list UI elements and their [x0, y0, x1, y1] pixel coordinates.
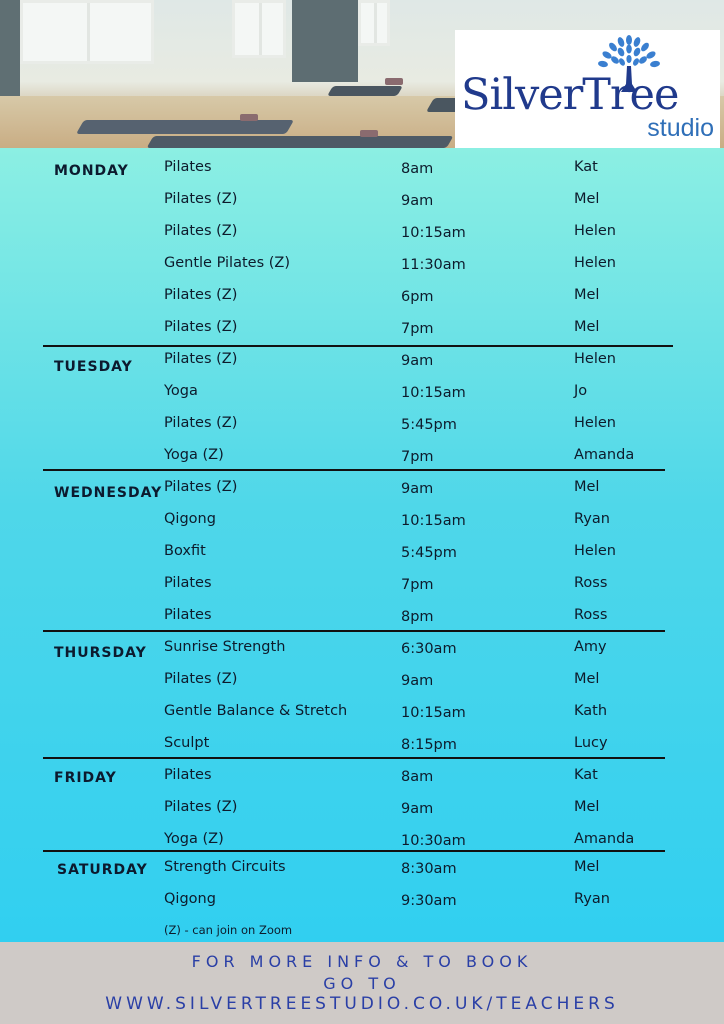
class-name: Pilates — [164, 159, 212, 175]
class-time: 9am — [401, 673, 434, 689]
class-time: 5:45pm — [401, 417, 457, 433]
class-row — [0, 607, 724, 639]
class-teacher: Mel — [574, 191, 600, 207]
class-teacher: Mel — [574, 319, 600, 335]
class-row — [0, 287, 724, 319]
class-row — [0, 859, 724, 891]
class-teacher: Mel — [574, 287, 600, 303]
class-teacher: Mel — [574, 671, 600, 687]
class-name: Pilates (Z) — [164, 479, 238, 495]
class-time: 7pm — [401, 449, 434, 465]
class-row — [0, 671, 724, 703]
class-time: 8am — [401, 769, 434, 785]
day-label: SATURDAY — [57, 862, 148, 878]
day-divider — [43, 469, 665, 471]
class-row — [0, 383, 724, 415]
timetable — [0, 148, 724, 942]
class-row — [0, 159, 724, 191]
class-teacher: Mel — [574, 799, 600, 815]
class-row — [0, 703, 724, 735]
class-time: 7pm — [401, 321, 434, 337]
class-teacher: Kat — [574, 767, 598, 783]
class-name: Pilates (Z) — [164, 799, 238, 815]
class-time: 10:15am — [401, 513, 466, 529]
class-teacher: Helen — [574, 255, 616, 271]
class-row — [0, 511, 724, 543]
class-time: 9am — [401, 193, 434, 209]
class-name: Yoga — [164, 383, 198, 399]
class-row — [0, 479, 724, 511]
class-name: Pilates (Z) — [164, 415, 238, 431]
class-name: Qigong — [164, 891, 216, 907]
class-time: 10:30am — [401, 833, 466, 849]
class-name: Gentle Balance & Stretch — [164, 703, 348, 719]
class-name: Pilates (Z) — [164, 223, 238, 239]
zoom-note: (Z) - can join on Zoom — [164, 923, 293, 937]
class-row — [0, 223, 724, 255]
class-teacher: Helen — [574, 223, 616, 239]
class-teacher: Ross — [574, 575, 608, 591]
class-name: Sculpt — [164, 735, 210, 751]
class-teacher: Helen — [574, 415, 616, 431]
class-time: 9am — [401, 353, 434, 369]
class-teacher: Lucy — [574, 735, 608, 751]
class-time: 6:30am — [401, 641, 457, 657]
class-time: 8pm — [401, 609, 434, 625]
class-time: 9am — [401, 801, 434, 817]
class-row — [0, 575, 724, 607]
class-name: Sunrise Strength — [164, 639, 286, 655]
brand-sub: studio — [647, 114, 714, 142]
class-name: Strength Circuits — [164, 859, 286, 875]
footer-line-1: FOR MORE INFO & TO BOOK — [191, 952, 533, 971]
class-time: 11:30am — [401, 257, 466, 273]
class-row — [0, 735, 724, 767]
class-teacher: Jo — [574, 383, 588, 399]
class-row — [0, 415, 724, 447]
class-row — [0, 767, 724, 799]
class-name: Yoga (Z) — [164, 831, 224, 847]
footer — [0, 942, 724, 1024]
class-teacher: Ross — [574, 607, 608, 623]
class-time: 10:15am — [401, 385, 466, 401]
class-name: Pilates (Z) — [164, 191, 238, 207]
day-label: TUESDAY — [54, 359, 133, 375]
class-time: 8:15pm — [401, 737, 457, 753]
class-name: Yoga (Z) — [164, 447, 224, 463]
class-name: Pilates (Z) — [164, 319, 238, 335]
brand-name: SilverTree — [461, 70, 679, 120]
class-row — [0, 543, 724, 575]
class-teacher: Kat — [574, 159, 598, 175]
class-name: Qigong — [164, 511, 216, 527]
class-time: 8:30am — [401, 861, 457, 877]
class-row — [0, 351, 724, 383]
class-teacher: Amanda — [574, 831, 635, 847]
class-row — [0, 799, 724, 831]
class-name: Boxfit — [164, 543, 206, 559]
class-teacher: Kath — [574, 703, 608, 719]
class-teacher: Amanda — [574, 447, 635, 463]
class-teacher: Ryan — [574, 511, 610, 527]
footer-line-2: GO TO — [323, 974, 401, 993]
class-time: 8am — [401, 161, 434, 177]
class-time: 5:45pm — [401, 545, 457, 561]
class-name: Pilates — [164, 607, 212, 623]
class-row — [0, 255, 724, 287]
class-row — [0, 891, 724, 923]
class-name: Pilates (Z) — [164, 351, 238, 367]
class-teacher: Helen — [574, 351, 616, 367]
day-label: MONDAY — [54, 163, 129, 179]
class-time: 7pm — [401, 577, 434, 593]
class-teacher: Amy — [574, 639, 607, 655]
footer-website-link[interactable]: WWW.SILVERTREESTUDIO.CO.UK/TEACHERS — [105, 994, 619, 1014]
class-row — [0, 639, 724, 671]
class-time: 9am — [401, 481, 434, 497]
day-label: THURSDAY — [54, 645, 147, 661]
class-name: Pilates — [164, 767, 212, 783]
class-name: Pilates (Z) — [164, 287, 238, 303]
class-time: 9:30am — [401, 893, 457, 909]
class-time: 10:15am — [401, 225, 466, 241]
class-teacher: Mel — [574, 479, 600, 495]
class-teacher: Mel — [574, 859, 600, 875]
day-divider — [43, 757, 665, 759]
class-name: Gentle Pilates (Z) — [164, 255, 290, 271]
class-teacher: Ryan — [574, 891, 610, 907]
class-row — [0, 447, 724, 479]
day-label: WEDNESDAY — [54, 485, 163, 501]
day-label: FRIDAY — [54, 770, 117, 786]
silvertree-logo — [455, 30, 720, 148]
day-divider — [43, 345, 673, 347]
class-time: 6pm — [401, 289, 434, 305]
day-divider — [43, 630, 665, 632]
class-name: Pilates (Z) — [164, 671, 238, 687]
day-divider — [43, 850, 665, 852]
class-time: 10:15am — [401, 705, 466, 721]
class-teacher: Helen — [574, 543, 616, 559]
class-name: Pilates — [164, 575, 212, 591]
class-row — [0, 191, 724, 223]
